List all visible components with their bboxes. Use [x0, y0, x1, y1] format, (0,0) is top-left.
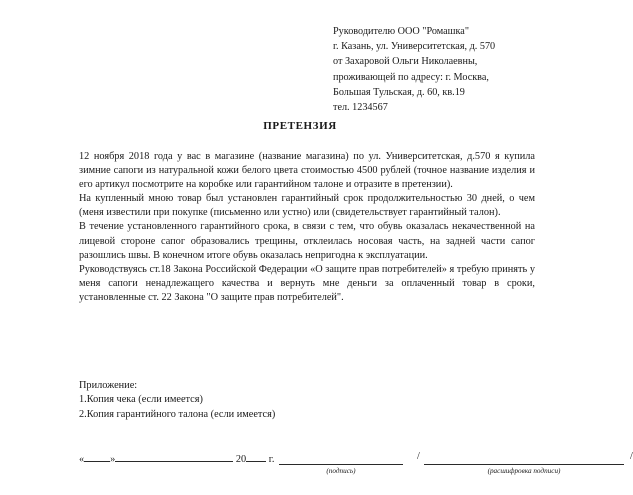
date-quote-open: « [79, 454, 85, 465]
date-year-suffix: г. [268, 454, 275, 465]
attachments-heading: Приложение: [79, 380, 138, 391]
signature-row [79, 451, 633, 488]
attachment-item-warranty-card: 2.Копия гарантийного талона (если имеется) [79, 408, 276, 420]
signature-slot[interactable] [279, 453, 403, 476]
transcript-slot[interactable] [424, 453, 624, 476]
date-line [79, 452, 274, 467]
date-month-blank[interactable] [115, 452, 233, 462]
transcript-caption: (расшифровка подписи) [487, 467, 561, 475]
date-year-prefix: 20 [235, 454, 247, 465]
attachments-block [79, 379, 499, 422]
addressee-line-sender-address-2: Большая Тульская, д. 60, кв.19 [333, 86, 465, 98]
addressee-line-sender-name: от Захаровой Ольги Николаевны, [333, 56, 478, 68]
document-body [79, 150, 535, 305]
date-year-blank[interactable] [246, 452, 266, 462]
paragraph-legal-demand: Руководствуясь ст.18 Закона Российской Федерации «О защите прав потребителей» я требую принять у меня сапоги ненадлежащего качества и вернуть мне деньги за оплаченный товар в сроки, установленные ст. 22 Закона "О защите прав потребителей". [79, 263, 535, 303]
addressee-block [333, 24, 591, 115]
slash-right: / [630, 451, 633, 462]
paragraph-defects-description: В течение установленного гарантийного срока, в связи с тем, что обувь оказалась некачественной на лицевой стороне сапог образовались трещины, отклеилась носовая часть, на задней части сапог разошлись швы. В конечном итоге обувь оказалась непригодна к эксплуатации. [79, 221, 535, 261]
signature-caption: (подпись) [326, 467, 356, 475]
slash-left: / [417, 451, 420, 462]
transcript-rule [424, 453, 624, 465]
addressee-line-phone: тел. 1234567 [333, 102, 388, 114]
signature-rule [279, 453, 403, 465]
addressee-line-sender-address-1: проживающей по адресу: г. Москва, [333, 71, 489, 83]
addressee-line-org-address: г. Казань, ул. Университетская, д. 570 [333, 41, 496, 53]
attachment-item-receipt: 1.Копия чека (если имеется) [79, 394, 203, 406]
date-day-blank[interactable] [84, 452, 110, 462]
paragraph-warranty-period: На купленный мною товар был установлен гарантийный срок продолжительностью 30 дней, о чем (меня известили при покупке (письменно или устно) или (свидетельствует гарантийный талон). [79, 193, 535, 219]
date-quote-close: » [110, 454, 116, 465]
addressee-line-organization: Руководителю ООО "Ромашка" [333, 26, 469, 37]
paragraph-purchase-details: 12 ноября 2018 года у вас в магазине (название магазина) по ул. Университетская, д.570 я купила зимние сапоги из натуральной кожи белого цвета стоимостью 4500 рублей (точное название изделия и его артикул посмотрите на коробке или гарантийном талоне и отразите в претензии). [79, 151, 535, 191]
page-title: ПРЕТЕНЗИЯ [263, 120, 337, 132]
